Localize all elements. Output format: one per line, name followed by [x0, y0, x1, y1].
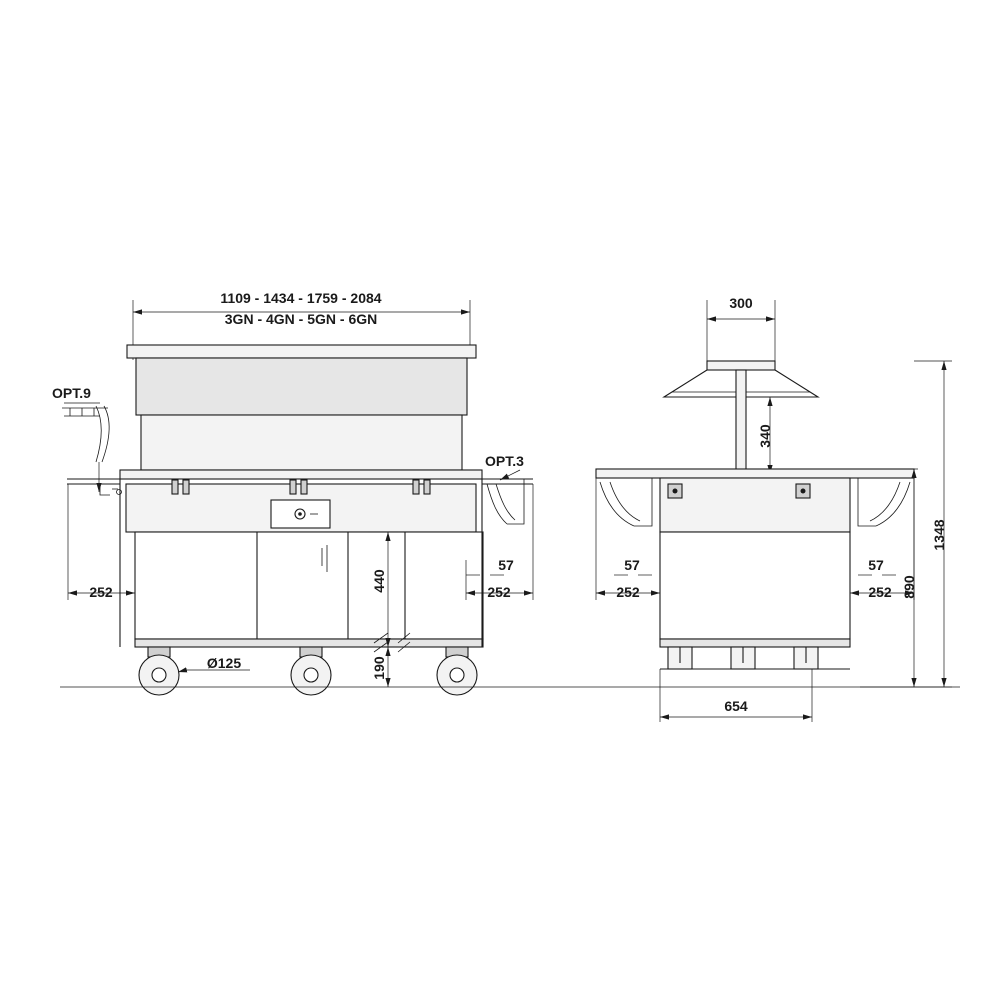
front-right-offset-label: 252: [487, 584, 511, 600]
front-ground-clearance-label: 190: [371, 656, 387, 680]
front-caster-diameter-label: Ø125: [206, 655, 242, 671]
side-worktop-height-label: 890: [901, 575, 917, 599]
side-right-thickness-label: 57: [868, 557, 884, 573]
front-top-dimension-gn: 3GN - 4GN - 5GN - 6GN: [224, 311, 378, 327]
front-left-offset-label: 252: [89, 584, 113, 600]
front-body-height-label: 440: [371, 569, 387, 593]
front-top-dimension-primary: 1109 - 1434 - 1759 - 2084: [220, 290, 382, 306]
side-left-offset-label: 252: [616, 584, 640, 600]
side-total-height-label: 1348: [931, 519, 947, 551]
opt3-label: OPT.3: [485, 453, 524, 469]
front-right-thickness-label: 57: [498, 557, 514, 573]
side-right-offset-label: 252: [868, 584, 892, 600]
side-base-width-label: 654: [724, 698, 748, 714]
opt9-label: OPT.9: [52, 385, 91, 401]
side-canopy-height-label: 340: [757, 424, 773, 448]
side-canopy-width-label: 300: [729, 295, 753, 311]
side-left-thickness-label: 57: [624, 557, 640, 573]
